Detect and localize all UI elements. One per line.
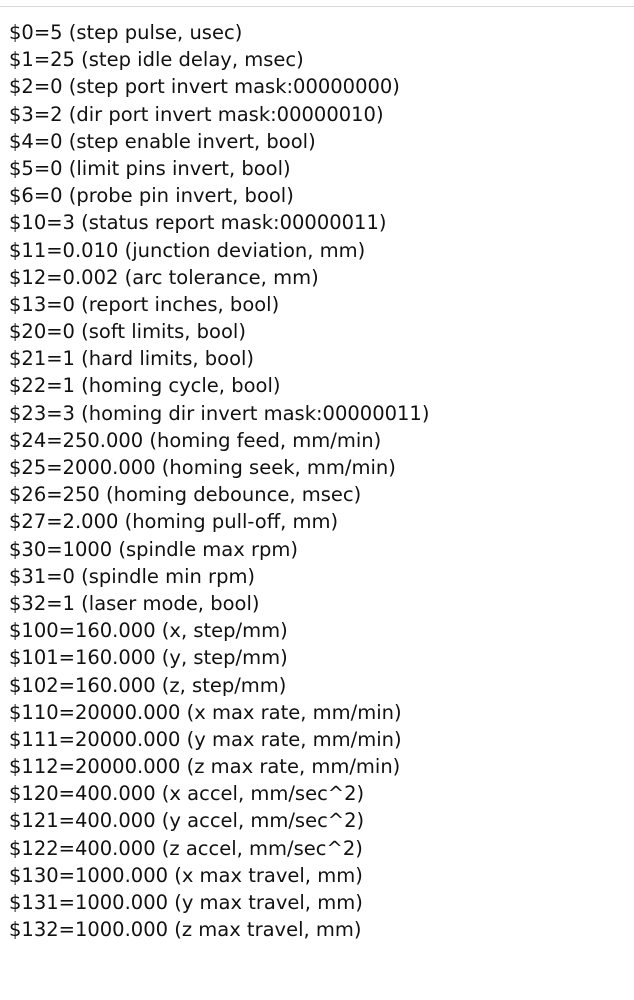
settings-line: $132=1000.000 (z max travel, mm) bbox=[9, 918, 362, 942]
settings-line: $30=1000 (spindle max rpm) bbox=[9, 537, 298, 561]
settings-line: $4=0 (step enable invert, bool) bbox=[9, 129, 316, 153]
top-divider bbox=[0, 6, 634, 7]
settings-line: $100=160.000 (x, step/mm) bbox=[9, 619, 288, 643]
settings-line: $13=0 (report inches, bool) bbox=[9, 292, 280, 316]
settings-line: $22=1 (homing cycle, bool) bbox=[9, 374, 281, 398]
settings-line: $5=0 (limit pins invert, bool) bbox=[9, 156, 291, 180]
settings-line: $26=250 (homing debounce, msec) bbox=[9, 483, 362, 507]
settings-line: $120=400.000 (x accel, mm/sec^2) bbox=[9, 782, 365, 806]
settings-line: $130=1000.000 (x max travel, mm) bbox=[9, 863, 363, 887]
settings-line: $11=0.010 (junction deviation, mm) bbox=[9, 238, 366, 262]
settings-list bbox=[9, 19, 429, 943]
settings-line: $131=1000.000 (y max travel, mm) bbox=[9, 891, 363, 914]
settings-line: $110=20000.000 (x max rate, mm/min) bbox=[9, 700, 402, 724]
settings-line: $121=400.000 (y accel, mm/sec^2) bbox=[9, 809, 365, 833]
settings-line: $31=0 (spindle min rpm) bbox=[9, 564, 256, 588]
settings-line: $27=2.000 (homing pull-off, mm) bbox=[9, 510, 339, 534]
settings-line: $20=0 (soft limits, bool) bbox=[9, 320, 246, 344]
settings-line: $6=0 (probe pin invert, bool) bbox=[9, 184, 294, 208]
settings-line: $24=250.000 (homing feed, mm/min) bbox=[9, 428, 382, 452]
settings-line: $3=2 (dir port invert mask:00000010) bbox=[9, 102, 384, 126]
settings-line: $2=0 (step port invert mask:00000000) bbox=[9, 75, 400, 99]
settings-line: $23=3 (homing dir invert mask:00000011) bbox=[9, 401, 430, 425]
settings-line: $111=20000.000 (y max rate, mm/min) bbox=[9, 727, 402, 751]
settings-line: $32=1 (laser mode, bool) bbox=[9, 591, 260, 615]
settings-line: $122=400.000 (z accel, mm/sec^2) bbox=[9, 836, 363, 860]
settings-line: $101=160.000 (y, step/mm) bbox=[9, 646, 288, 670]
settings-line: $0=5 (step pulse, usec) bbox=[9, 21, 243, 44]
settings-line: $12=0.002 (arc tolerance, mm) bbox=[9, 265, 319, 289]
settings-line: $102=160.000 (z, step/mm) bbox=[9, 673, 287, 697]
settings-line: $21=1 (hard limits, bool) bbox=[9, 347, 255, 371]
settings-line: $10=3 (status report mask:00000011) bbox=[9, 211, 387, 235]
settings-line: $1=25 (step idle delay, msec) bbox=[9, 48, 304, 72]
settings-line: $25=2000.000 (homing seek, mm/min) bbox=[9, 456, 396, 479]
settings-line: $112=20000.000 (z max rate, mm/min) bbox=[9, 755, 401, 779]
